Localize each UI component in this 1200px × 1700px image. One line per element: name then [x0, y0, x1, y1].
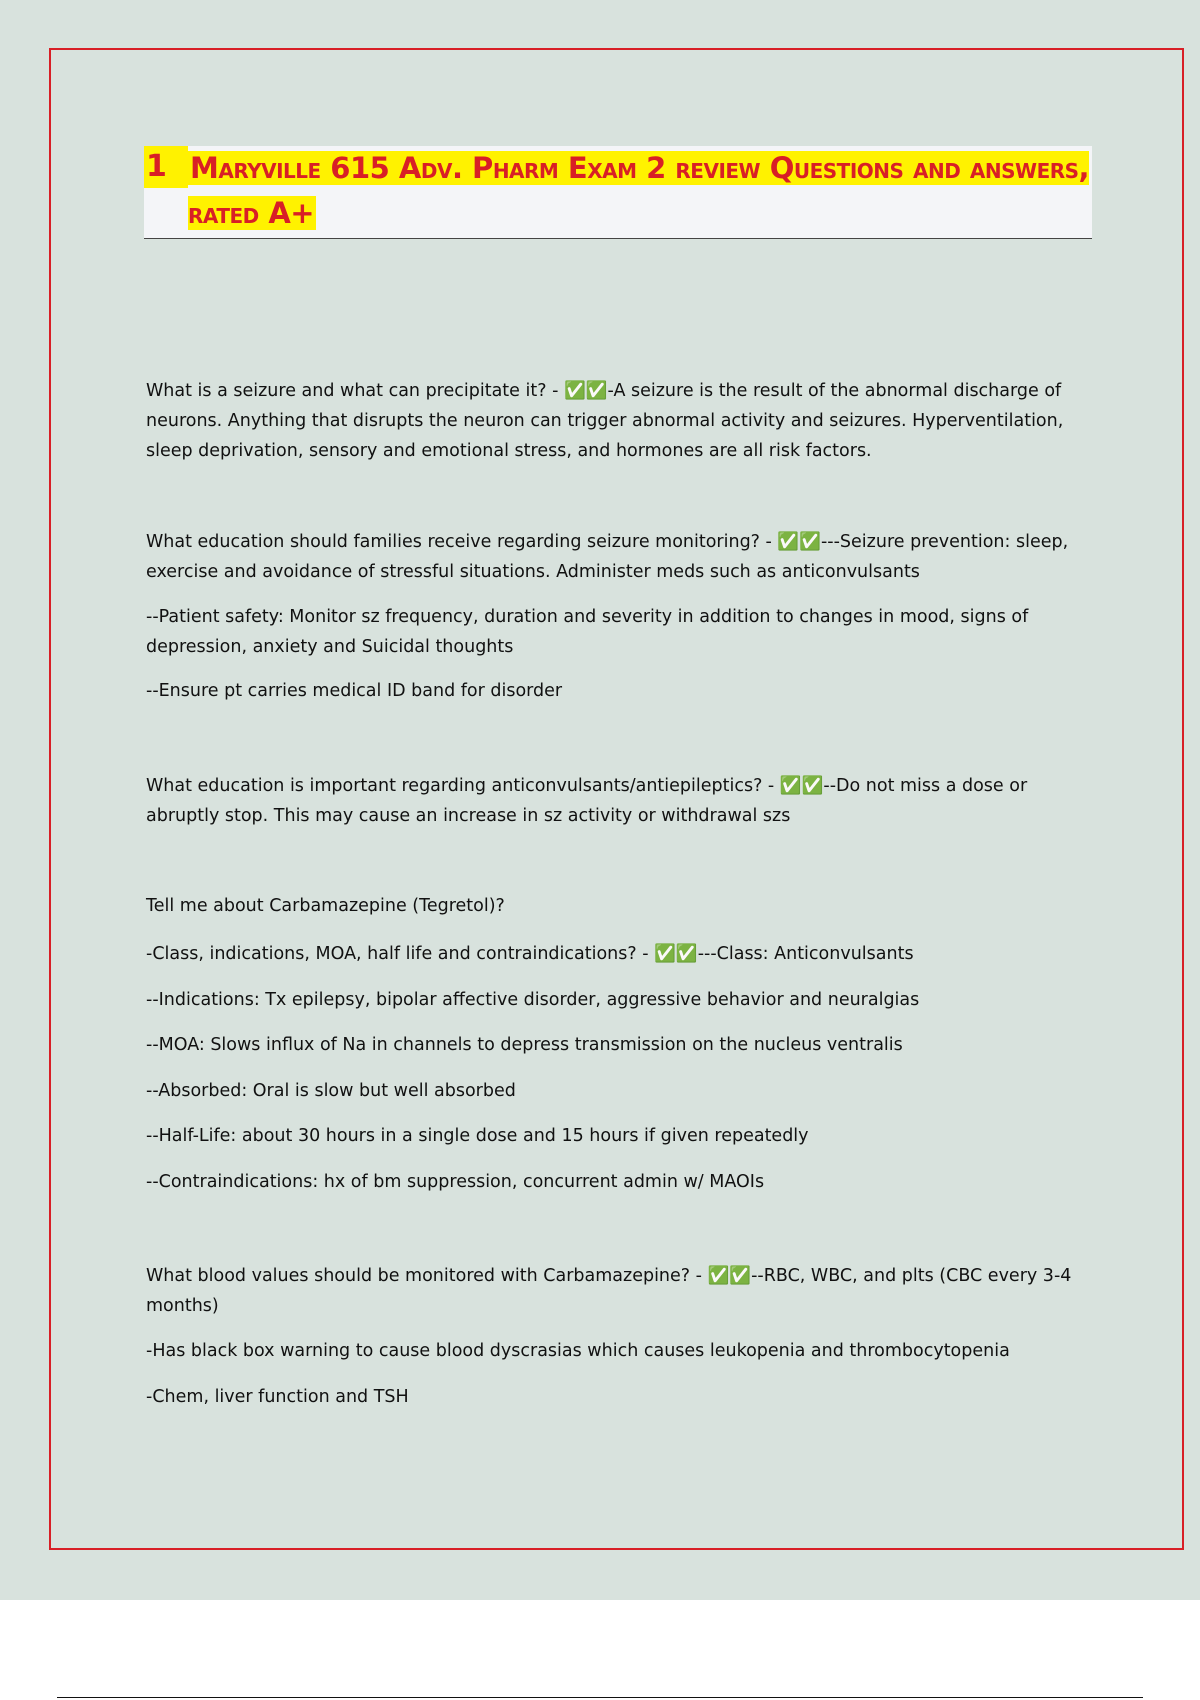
qa-paragraph: --Patient safety: Monitor sz frequency, duration and severity in addition to changes in mood, signs of depression, anxiety and Suicidal thoughts	[146, 607, 1029, 657]
qa-paragraph: --Contraindications: hx of bm suppression, concurrent admin w/ MAOIs	[146, 1172, 765, 1192]
qa-paragraph: -Chem, liver function and TSH	[146, 1387, 409, 1407]
qa-paragraph: --Ensure pt carries medical ID band for disorder	[146, 681, 563, 701]
qa-paragraph: -Has black box warning to cause blood dyscrasias which causes leukopenia and thrombocytopenia	[146, 1341, 1010, 1361]
qa-paragraph: What education should families receive regarding seizure monitoring? - ✅✅---Seizure prevention: sleep, exercise and avoidance of stressful situations. Administer meds such as anticonvulsants	[146, 532, 1069, 582]
qa-paragraph: What blood values should be monitored with Carbamazepine? - ✅✅--RBC, WBC, and plts (CBC every 3-4 months)	[146, 1266, 1072, 1316]
qa-paragraph: What is a seizure and what can precipitate it? - ✅✅-A seizure is the result of the abnormal discharge of neurons. Anything that disrupts the neuron can trigger abnormal activity and seizures. Hyperventilation, sleep deprivation, sensory and emotional stress, and hormones are all risk factors.	[146, 381, 1064, 461]
qa-paragraph: --Indications: Tx epilepsy, bipolar affective disorder, aggressive behavior and neuralgias	[146, 990, 920, 1010]
qa-paragraph: --Absorbed: Oral is slow but well absorbed	[146, 1081, 516, 1101]
qa-paragraph: --Half-Life: about 30 hours in a single dose and 15 hours if given repeatedly	[146, 1126, 809, 1146]
qa-paragraph: --MOA: Slows influx of Na in channels to depress transmission on the nucleus ventralis	[146, 1035, 903, 1055]
qa-paragraph: What education is important regarding anticonvulsants/antiepileptics? - ✅✅--Do not miss a dose or abruptly stop. This may cause an increase in sz activity or withdrawal szs	[146, 776, 1028, 826]
document-title	[144, 146, 1092, 239]
footer-rule	[57, 1697, 1143, 1698]
qa-paragraph: -Class, indications, MOA, half life and contraindications? - ✅✅---Class: Anticonvulsants	[146, 944, 914, 964]
title-text: Maryville 615 Adv. Pharm Exam 2 review Questions and answers, rated A+	[188, 151, 1090, 230]
title-number: 1	[144, 146, 188, 188]
qa-paragraph: Tell me about Carbamazepine (Tegretol)?	[146, 896, 505, 916]
